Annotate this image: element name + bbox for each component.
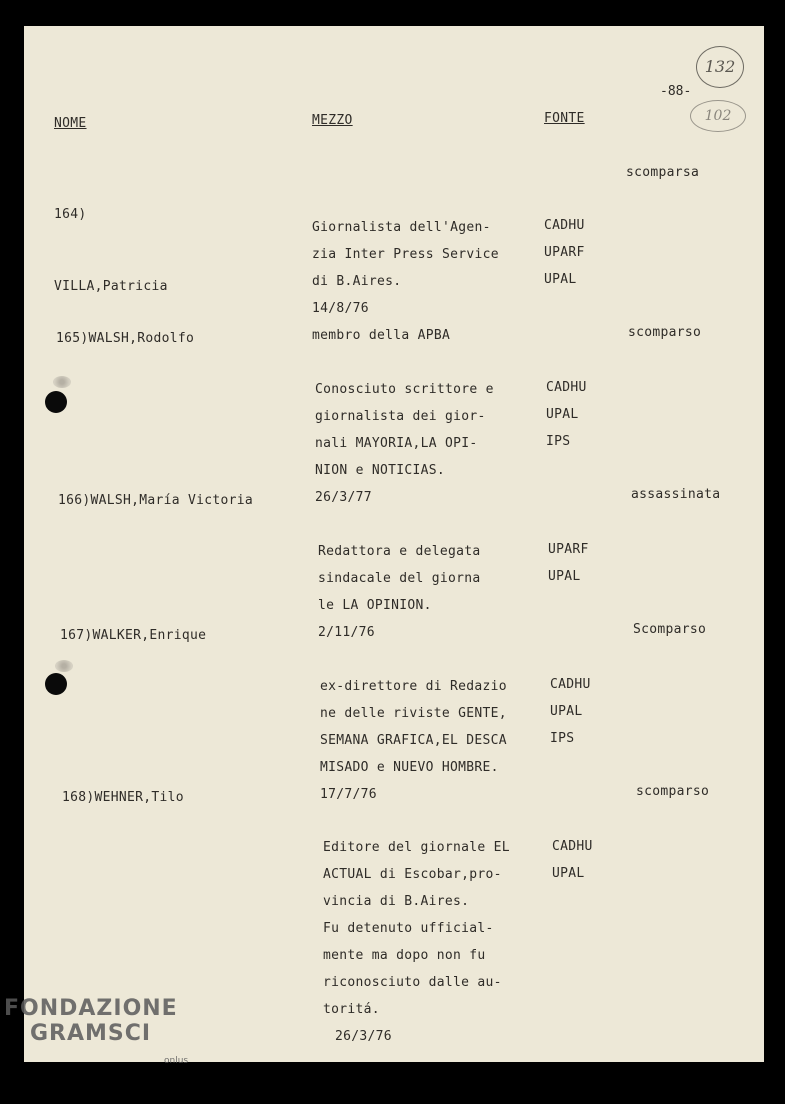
column-header-nome: NOME	[54, 116, 87, 131]
fondazione-gramsci-watermark: FONDAZIONE GRAMSCI onlus	[4, 996, 189, 1066]
entry-stato: scomparso	[636, 784, 710, 799]
page-number: -88-	[660, 84, 692, 99]
entry-fonte: CADHU UPAL IPS	[550, 677, 591, 746]
entry-stato: scomparso	[628, 325, 702, 340]
entry-nome: 168)WEHNER,Tilo	[62, 790, 184, 805]
archive-stamp-number: 132	[696, 46, 744, 88]
entry-fonte: UPARF UPAL	[548, 542, 589, 584]
entry-fonte: CADHU UPARF UPAL	[544, 218, 585, 287]
punch-hole-mark	[55, 660, 73, 672]
entry-nome: 164) VILLA,Patricia	[54, 207, 168, 294]
punch-hole-mark	[53, 376, 71, 388]
punch-hole	[45, 673, 67, 695]
entry-stato: Scomparso	[633, 622, 707, 637]
entry-mezzo: Giornalista dell'Agen- zia Inter Press Service di B.Aires. 14/8/76 membro della APBA	[312, 220, 499, 343]
entry-fonte: CADHU UPAL IPS	[546, 380, 587, 449]
entry-stato: scomparsa	[626, 165, 700, 180]
column-header-fonte: FONTE	[544, 111, 585, 126]
entry-mezzo: ex-direttore di Redazio ne delle riviste GENTE, SEMANA GRAFICA,EL DESCA MISADO e NUEVO HOMBRE. 17/7/76	[320, 679, 507, 802]
punch-hole	[45, 391, 67, 413]
entry-mezzo: Editore del giornale EL ACTUAL di Escobar,pro- vincia di B.Aires. Fu detenuto ufficial- mente ma dopo non fu riconosciuto dalle au- toritá. 26/3/76	[323, 840, 510, 1044]
entry-nome: 165)WALSH,Rodolfo	[56, 331, 195, 346]
entry-mezzo: Conosciuto scrittore e giornalista dei gior- nali MAYORIA,LA OPI- NION e NOTICIAS. 26/3/77	[315, 382, 494, 505]
column-header-mezzo: MEZZO	[312, 113, 353, 128]
entry-nome: 166)WALSH,María Victoria	[58, 493, 254, 508]
entry-mezzo: Redattora e delegata sindacale del giorna le LA OPINION. 2/11/76	[318, 544, 481, 640]
entry-fonte: CADHU UPAL	[552, 839, 593, 881]
entry-stato: assassinata	[631, 487, 721, 502]
entry-nome: 167)WALKER,Enrique	[60, 628, 207, 643]
archive-stamp-old-number: 102	[690, 100, 746, 132]
